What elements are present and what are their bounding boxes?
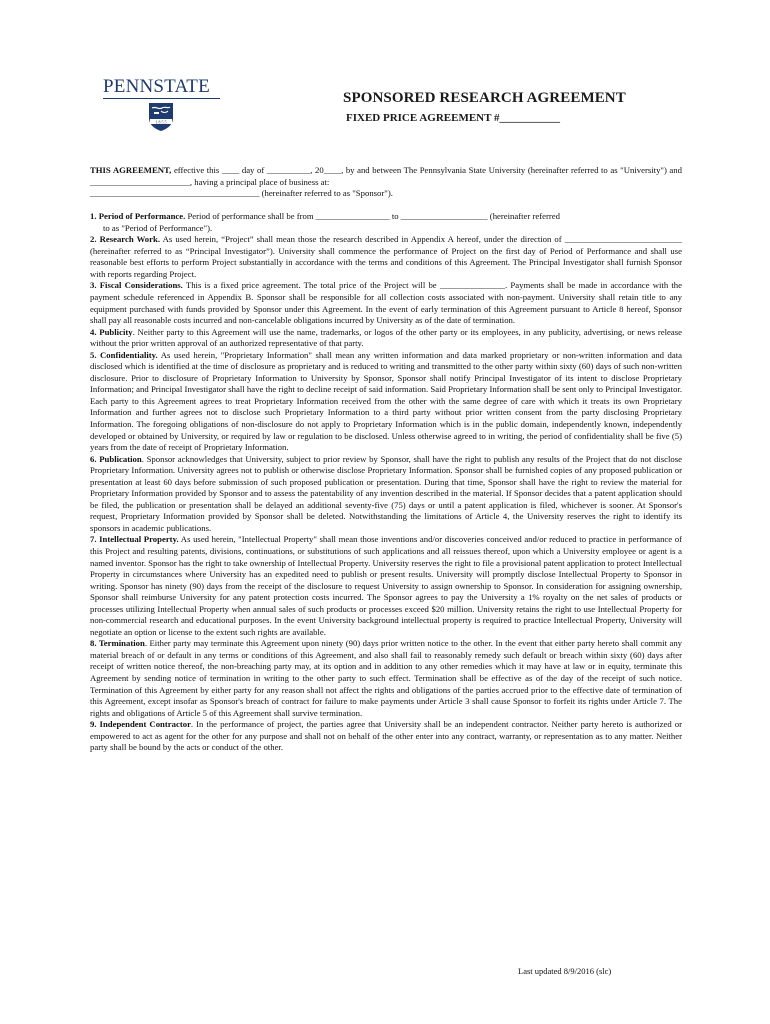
section-8 (90, 638, 682, 719)
section-heading: 9. Independent Contractor (90, 719, 191, 730)
section-9 (90, 719, 682, 754)
section-text: . Either party may terminate this Agreement upon ninety (90) days prior written notice to the other. In the event that either party hereto shall commit any material breach of or default in any terms or conditions of this Agreement, and also shall fail to reasonably remedy such default or breach within sixty (60) days after receipt of written notice thereof, the non-breaching party may, at its option and in addition to any other remedies which it may have at law or in equity, terminate this Agreement by sending notice of termination in writing to the other party to such effect. Termination shall be effective as of the day of the receipt of such notice. Termination of this Agreement by either party for any reason shall not affect the rights and obligations of the parties accrued prior to the effective date of termination of this Agreement, except insofar as Sponsor's breach of contract for failure to make payments under Article 3 shall cause Sponsor to forfeit its rights under Article 7. The rights and obligations of Article 5 of this Agreement shall survive termination. (90, 638, 683, 718)
section-text: As used herein, “Project” shall mean those the research described in Appendix A hereof, under the direction of ___________________________ (hereinafter referred to as “Principal Investigator”). University shall commence the performance of Project on the first day of Period of Performance and shall use reasonable best efforts to perform Project substantially in accordance with the terms and conditions of this Agreement. The Principal Investigator shall furnish Sponsor with reports regarding Project. (90, 234, 682, 279)
section-2 (90, 234, 682, 280)
section-heading: 8. Termination (90, 638, 145, 649)
section-7 (90, 534, 682, 638)
section-text: . In the performance of project, the parties agree that University shall be an independent contractor. Neither party hereto is authorized or empowered to act as agent for the other for any purpose and shall not on behalf of the other enter into any contract, warranty, or representation as to any matter. Neither party shall be bound by the acts or conduct of the other. (90, 719, 682, 753)
section-text: This is a fixed price agreement. The total price of the Project will be _______________. Payments shall be made in accordance with the payment schedule referenced in Appendix B. Sponsor shall be responsible for all collection costs associated with non-payment. University shall retain title to any equipment purchased with funds provided by Sponsor under this Agreement. In the event of early termination of this Agreement pursuant to Article 8 hereof, Sponsor shall pay all reasonable costs incurred and non-cancelable obligations incurred by University as of the date of termination. (90, 280, 682, 326)
section-heading: 4. Publicity (90, 326, 133, 337)
section-heading: 6. Publication (90, 453, 142, 464)
section-text: . Neither party to this Agreement will use the name, trademarks, or logos of the other party or its employees, in any publicity, advertising, or news release without the prior written approval of an authorized representative of that party. (90, 326, 682, 349)
intro-text-line2: _______________________________________ (hereinafter referred to as "Sponsor"). (90, 188, 393, 199)
section-6 (90, 454, 682, 535)
section-text: . Sponsor acknowledges that University, subject to prior review by Sponsor, shall have the right to publish any results of the Project that do not disclose Proprietary Information. University agrees not to publish or otherwise disclose Proprietary Information. Sponsor shall be furnished copies of any proposed publication or presentation at least 60 days before submission of such proposed publication or presentation. During that time, Sponsor shall have the right to review the material for Proprietary Information provided by Sponsor and to assess the patentability of any invention described in the material. If Sponsor decides that a patent application should be filed, the publication or presentation shall be delayed an additional seventy-five (75) days or until a patent application is filed, whichever is sooner. At Sponsor's request, Proprietary Information provided by Sponsor shall be deleted. Notwithstanding the limitations of Article 4, the University reserves the right to identify its sponsors in academic publications. (90, 453, 682, 533)
intro-paragraph (90, 165, 682, 200)
section-heading: 7. Intellectual Property. (90, 534, 179, 545)
section-3 (90, 280, 682, 326)
section-heading: 2. Research Work. (90, 234, 161, 245)
shield-icon (147, 102, 175, 132)
section-text: Period of performance shall be from _________________ to ____________________ (hereinafter referred (185, 211, 560, 222)
logo-rule (103, 98, 220, 99)
last-updated-footer: Last updated 8/9/2016 (slc) (518, 966, 612, 976)
section-1 (90, 211, 682, 223)
document-title: SPONSORED RESEARCH AGREEMENT (343, 90, 626, 106)
section-5 (90, 350, 682, 454)
section-heading: 1. Period of Performance. (90, 211, 186, 222)
logo-year: 1 8 5 5 (155, 119, 167, 125)
section-heading: 5. Confidentiality. (90, 349, 158, 360)
section-text: As used herein, "Proprietary Information" shall mean any written information and data marked proprietary or non-written information and data disclosed which is identified at the time of disclosure as proprietary and is reduced to writing and transmitted to the other party within sixty (60) days of such non-written disclosure. Prior to disclosure of Proprietary Information to University by Sponsor, Sponsor shall notify Principal Investigator of its intent to disclose Proprietary Information; and Principal Investigator shall have the right to decline receipt of said information. Said Proprietary Information shall be sent only to Principal Investigator. Each party to this Agreement agrees to treat Proprietary Information received from the other with the same degree of care with which it treats its own Proprietary Information and further agrees not to disclose such Proprietary Information to a third party without prior written consent from the party disclosing Proprietary Information. The foregoing obligations of non-disclosure do not apply to Proprietary Information which is in the public domain, independently known, independently developed or obtained by University, or required by law or regulation to be disclosed. Unless otherwise agreed to in writing, the period of confidentiality shall be five (5) years from the date of receipt of Proprietary Information. (90, 349, 682, 453)
intro-text: effective this ____ day of __________, 20____, by and between The Pennsylvania State University (hereinafter referred to as "University") and _______________________, having a principal place of business at: (90, 165, 682, 187)
section-1-continued: to as "Period of Performance"). (103, 222, 213, 233)
section-text: As used herein, "Intellectual Property" shall mean those inventions and/or discoveries conceived and/or reduced to practice in performance of this Project and resulting patents, divisions, continuations, or substitutions of such applications and all reissues thereof, upon which a University employee or agent is a named inventor. Sponsor has the right to take ownership of Intellectual Property. University reserves the right to file a provisional patent application to protect Intellectual Property in circumstances where University has an expedited need to publish or present results. University will promptly disclose Intellectual Property to Sponsor in writing. Sponsor has ninety (90) days from the receipt of the disclosure to request University to assign ownership to Sponsor. In consideration for assigning ownership, Sponsor shall reimburse University for any patent protection costs incurred. The Sponsor agrees to pay the University a 1% royalty on the net sales of products or processes utilizing Intellectual Property when annual sales of such products or processes exceed $20 million. University retains the right to use Intellectual Property for non-commercial research and educational purposes. In the event University background intellectual property is required to practice Intellectual Property, University will negotiate an option or license to the extent such rights are available. (90, 534, 683, 637)
agreement-body (90, 165, 682, 754)
intro-lead: THIS AGREEMENT, (90, 165, 172, 175)
document-subtitle: FIXED PRICE AGREEMENT #___________ (346, 112, 561, 124)
pennstate-logo (103, 76, 223, 132)
section-heading: 3. Fiscal Considerations. (90, 280, 183, 291)
section-4 (90, 327, 682, 350)
logo-wordmark: PENNSTATE (103, 76, 210, 97)
